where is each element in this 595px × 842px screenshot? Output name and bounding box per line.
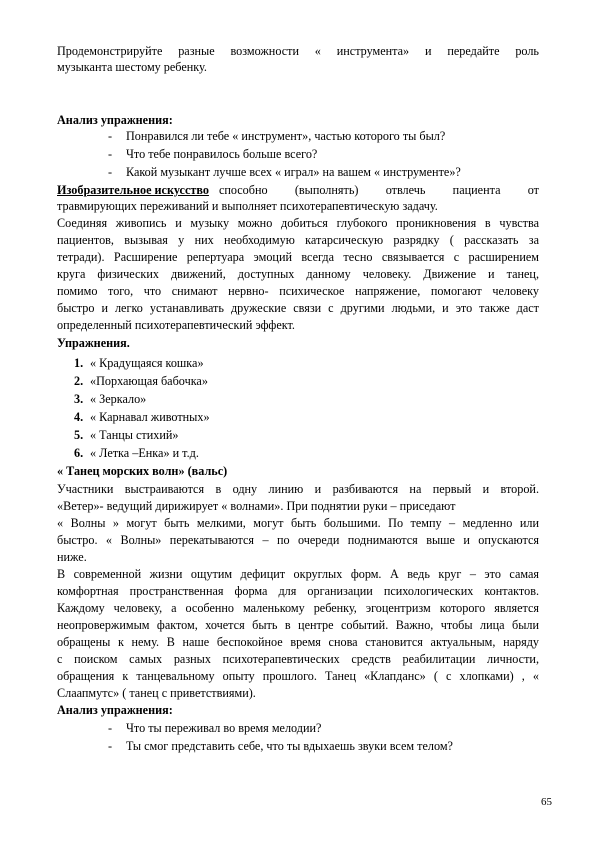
- paragraph-line: помимо того, что снимают нервно- психическое напряжение, помогают человеку: [57, 284, 539, 298]
- paragraph-line: неопровержимым фактом, хочется быть в центре событий. Важно, чтобы лица были: [57, 618, 539, 632]
- list-number: 6.: [74, 446, 84, 460]
- exercise-item: « Карнавал животных»: [90, 410, 210, 424]
- paragraph-line: Каждому человеку, а особенно маленькому ребенку, эгоцентризм которого является: [57, 601, 539, 615]
- paragraph-line: травмирующих переживаний и выполняет психотерапевтическую задачу.: [57, 199, 438, 213]
- intro-line: музыканта шестому ребенку.: [57, 60, 207, 74]
- paragraph-line: ниже.: [57, 550, 87, 564]
- question-item: Понравился ли тебе « инструмент», частью которого ты был?: [126, 129, 446, 143]
- page-number: 65: [541, 796, 552, 808]
- bullet-dash: -: [108, 739, 113, 753]
- question-item: Какой музыкант лучше всех « играл» на вашем « инструменте»?: [126, 165, 461, 179]
- paragraph-line: Слаапмутс» ( танец с приветствиями).: [57, 686, 256, 700]
- bullet-dash: -: [108, 129, 113, 143]
- analysis-title: Анализ упражнения:: [57, 113, 173, 127]
- paragraph-line: быстро и легко устанавливать дружеские связи с другими людьми, и это также даст: [57, 301, 539, 315]
- bullet-dash: -: [108, 165, 113, 179]
- paragraph-line: «Ветер»- ведущий дирижирует « волнами». При поднятии руки – приседают: [57, 499, 456, 513]
- analysis-title: Анализ упражнения:: [57, 703, 173, 717]
- paragraph-line: « Волны » могут быть мелкими, могут быть большими. По темпу – медленно или: [57, 516, 539, 530]
- art-line-rest: способно (выполнять) отвлечь пациента от: [218, 183, 539, 197]
- question-item: Что ты переживал во время мелодии?: [126, 721, 322, 735]
- list-number: 3.: [74, 392, 84, 406]
- list-number: 1.: [74, 356, 84, 370]
- paragraph-line: пациентов, вызывая у них необходимую катарсическую разрядку ( рассказать за: [57, 233, 539, 247]
- paragraph-line: тетради). Расширение репертуара эмоций всегда тесно связывается с расширением: [57, 250, 539, 264]
- paragraph-line: обращения к танцевальному опыту прошлого. Танец «Клапданс» ( с хлопками) , «: [57, 669, 539, 683]
- paragraph-line: В современной жизни ощутим дефицит округлых форм. А ведь круг – это самая: [57, 567, 539, 581]
- paragraph-line: определенный психотерапевтический эффект.: [57, 318, 295, 332]
- paragraph-line: Соединяя живопись и музыку можно добиться глубокого проникновения в чувства: [57, 216, 539, 230]
- paragraph-line: комфортная пространственная форма для организации психологических контактов.: [57, 584, 539, 598]
- paragraph-line: Участники выстраиваются в одну линию и разбиваются на первый и второй.: [57, 482, 539, 496]
- bullet-dash: -: [108, 721, 113, 735]
- art-first-line: [57, 182, 539, 198]
- intro-line: Продемонстрируйте разные возможности « инструмента» и передайте роль: [57, 44, 539, 58]
- paragraph-line: круга физических движений, доступных данному человеку. Движение и танец,: [57, 267, 539, 281]
- dance-title: « Танец морских волн» (вальс): [57, 464, 228, 478]
- question-item: Что тебе понравилось больше всего?: [126, 147, 318, 161]
- exercise-item: « Зеркало»: [90, 392, 147, 406]
- bullet-dash: -: [108, 147, 113, 161]
- exercise-item: « Крадущаяся кошка»: [90, 356, 204, 370]
- list-number: 5.: [74, 428, 84, 442]
- exercise-item: «Порхающая бабочка»: [90, 374, 208, 388]
- paragraph-line: обращены к нему. В наше беспокойное время снова становится актуальным, наряду: [57, 635, 539, 649]
- art-heading: Изобразительное искусство: [57, 183, 209, 197]
- list-number: 4.: [74, 410, 84, 424]
- exercise-item: « Танцы стихий»: [90, 428, 179, 442]
- exercises-title: Упражнения.: [57, 336, 130, 350]
- question-item: Ты смог представить себе, что ты вдыхаешь звуки всем телом?: [126, 739, 453, 753]
- list-number: 2.: [74, 374, 84, 388]
- paragraph-line: с поиском самых разных психотерапевтических средств реабилитации личности,: [57, 652, 539, 666]
- exercise-item: « Летка –Енка» и т.д.: [90, 446, 199, 460]
- paragraph-line: быстро. « Волны» перекатываются – по очереди поднимаются выше и опускаются: [57, 533, 539, 547]
